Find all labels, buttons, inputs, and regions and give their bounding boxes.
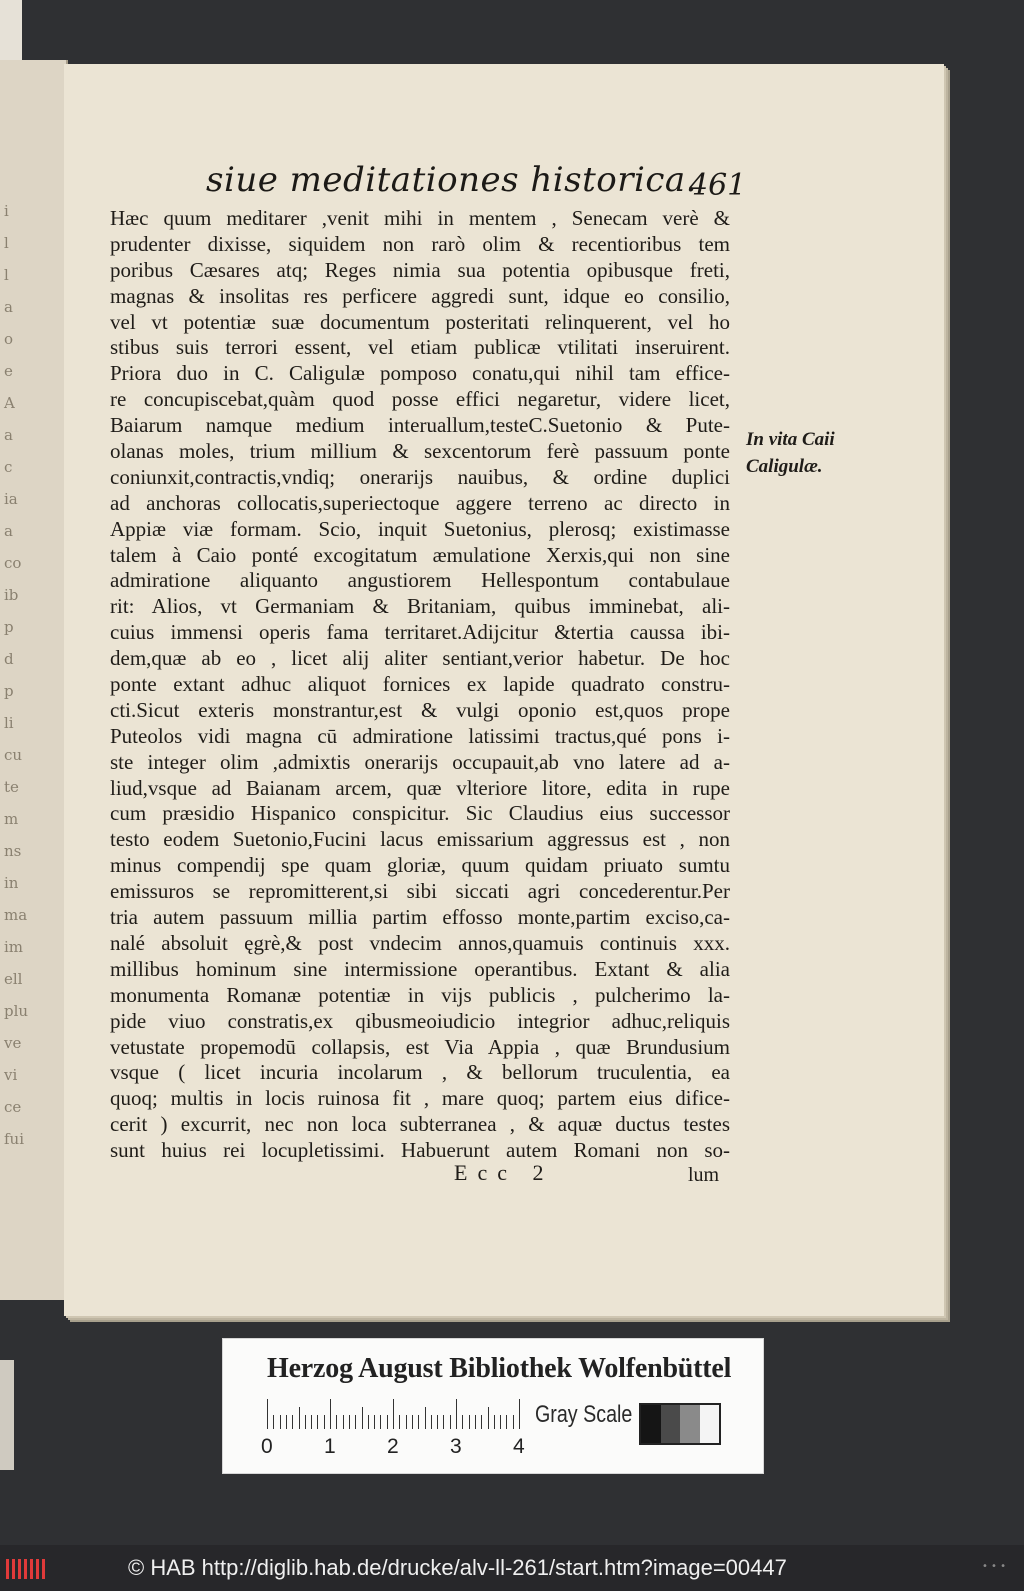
text-line: cerit ) excurrit, nec non loca subterranea , & aquæ ductus testes (110, 1112, 730, 1137)
left-page-fragment: a (4, 298, 13, 316)
left-page-fragment: ns (4, 842, 22, 860)
ruler-number: 2 (387, 1435, 399, 1458)
left-page-fragment: ia (4, 490, 18, 508)
text-line: minus compendij spe quam gloriæ, quum quidam priuato sumtu (110, 853, 730, 878)
left-page-fragment: m (4, 810, 19, 828)
ruler-tick (368, 1415, 369, 1429)
ruler-tick (406, 1415, 407, 1429)
more-icon: • • • (981, 1561, 1006, 1572)
ruler-tick (469, 1415, 470, 1429)
text-line: tria autem passuum millia partim effosso monte,partim exciso,ca- (110, 905, 730, 930)
text-line: prudenter dixisse, siquidem non rarò olim & recentioribus tem (110, 231, 730, 256)
text-line: millibus hominum sine intermissione operantibus. Extant & alia (110, 956, 730, 981)
ruler-tick (317, 1415, 318, 1429)
ruler-tick (513, 1415, 514, 1429)
ruler-tick (456, 1399, 457, 1429)
text-line: stibus suis terrori essent, vel etiam publicæ vtilitati inseruirent. (110, 335, 730, 360)
left-page-corner (0, 0, 22, 60)
text-line: poribus Cæsares atq; Reges nimia sua potentia opibusque freti, (110, 257, 730, 282)
text-line: olanas moles, trium millium & sexcentorum ferè passuum ponte (110, 439, 730, 464)
hab-logo-icon (6, 1557, 46, 1581)
left-page-fragment: ib (4, 586, 19, 604)
ruler-number: 1 (324, 1435, 336, 1458)
copyright-url: © HAB http://diglib.hab.de/drucke/alv-ll-261/start.htm?image=00447 (128, 1555, 787, 1580)
left-page-fragment: A (4, 394, 15, 412)
text-line: emissuros se repromitterent,si sibi siccati agri concederentur.Per (110, 879, 730, 904)
ruler-tick (506, 1415, 507, 1429)
text-line: sunt huius rei locupletissimi. Habuerunt autem Romani non so- (110, 1138, 730, 1163)
page-number: 461 (689, 168, 747, 203)
ruler-tick (273, 1415, 274, 1429)
left-page-fragment: vi (4, 1066, 18, 1084)
left-page-fragment: in (4, 874, 19, 892)
margin-note-line: Caligulæ. (746, 456, 823, 477)
text-line: magnas & insolitas res perficere aggredi sunt, idque eo consilio, (110, 283, 730, 308)
gray-patch (700, 1405, 720, 1443)
ruler-tick (488, 1407, 489, 1429)
ruler-tick (343, 1415, 344, 1429)
ruler-tick (387, 1415, 388, 1429)
text-line: dem,quæ ab eo , licet alij aliter sentiant,verior habetur. De hoc (110, 646, 730, 671)
left-page-fragment: ma (4, 906, 28, 924)
ruler-tick (362, 1407, 363, 1429)
left-page-fragment: l (4, 266, 9, 284)
gray-scale-label: Gray Scale (535, 1401, 633, 1428)
text-line: Baiarum namque medium interuallum,testeC.Suetonio & Pute- (110, 413, 730, 438)
left-page-fragment: p (4, 682, 14, 700)
ruler-tick (380, 1415, 381, 1429)
text-line: ad anchoras collocatis,superiectoque aggere terreno ac directo in (110, 490, 730, 515)
ruler-tick (481, 1415, 482, 1429)
margin-note-line: In vita Caii (746, 429, 835, 450)
text-line: vel vt potentiæ suæ documentum posteritati relinquerent, vel ho (110, 309, 730, 334)
running-head: siue meditationes historica. (206, 160, 697, 200)
left-page-fragment: i (4, 202, 9, 220)
ruler-number: 4 (513, 1435, 525, 1458)
left-page-edge (0, 60, 68, 1300)
text-line: cti.Sicut exteris monstrantur,est & vulgi oponio est,quos prope (110, 697, 730, 722)
ruler-tick (267, 1399, 268, 1429)
ruler-tick (286, 1415, 287, 1429)
left-page-fragment: d (4, 650, 14, 668)
ruler-tick (299, 1407, 300, 1429)
left-page-fragment: p (4, 618, 14, 636)
ruler-tick (349, 1415, 350, 1429)
text-line: quoq; multis in locis ruinosa fit , mare quoq; partem eius difice- (110, 1086, 730, 1111)
text-line: cuius immensi operis fama territaret.Adijcitur &tertia caussa ibi- (110, 620, 730, 645)
text-line: cum præsidio Hispanico conspicitur. Sic Claudius eius successor (110, 801, 730, 826)
text-line: ste integer olim ,admixtis onerarijs occupauit,ab vno latere ad a- (110, 749, 730, 774)
ruler-tick (330, 1399, 331, 1429)
ruler-tick (311, 1415, 312, 1429)
gray-patch (641, 1405, 661, 1443)
text-line: admiratione aliquanto angustiorem Hellespontum contabulaue (110, 568, 730, 593)
left-page-fragment: im (4, 938, 24, 956)
ruler-tick (462, 1415, 463, 1429)
ruler-tick (324, 1415, 325, 1429)
ruler-tick (374, 1415, 375, 1429)
left-page-fragment: a (4, 522, 13, 540)
ruler-tick (443, 1415, 444, 1429)
ruler-tick (494, 1415, 495, 1429)
left-page-fragment: c (4, 458, 13, 476)
ruler-tick (431, 1415, 432, 1429)
text-line: Hæc quum meditarer ,venit mihi in mentem , Senecam verè & (110, 206, 730, 230)
signature-mark: Ecc 2 (454, 1160, 554, 1185)
ruler-tick (393, 1399, 394, 1429)
library-name: Herzog August Bibliothek Wolfenbüttel (267, 1353, 732, 1384)
text-line: Priora duo in C. Caligulæ pomposo conatu,qui nihil tam effice- (110, 361, 730, 386)
color-calibration-card (222, 1338, 764, 1474)
left-page-fragment: o (4, 330, 14, 348)
text-line: talem à Caio ponté excogitatum æmulatione Xerxis,qui non sine (110, 542, 730, 567)
left-page-strip (0, 1360, 14, 1470)
ruler-number: 0 (261, 1435, 273, 1458)
ruler-tick (292, 1415, 293, 1429)
text-line: vsque ( licet incuria incolarum , & bellorum truculentia, ea (110, 1060, 730, 1085)
left-page-fragment: cu (4, 746, 23, 764)
ruler-tick (475, 1415, 476, 1429)
gray-patch (680, 1405, 700, 1443)
left-page-fragment: co (4, 554, 22, 572)
ruler-tick (500, 1415, 501, 1429)
text-line: pide viuo constratis,ex qibusmeoiudicio integrior adhuc,reliquis (110, 1008, 730, 1033)
ruler-tick (305, 1415, 306, 1429)
body-text (110, 206, 730, 1164)
left-page-fragment: te (4, 778, 19, 796)
ruler-tick (519, 1399, 520, 1429)
left-page-fragment: e (4, 362, 13, 380)
text-line: coniunxit,contractis,vndiq; onerarijs nauibus, & ordine duplici (110, 464, 730, 489)
gray-patch (661, 1405, 681, 1443)
left-page-fragment: a (4, 426, 13, 444)
text-line: Appiæ viæ formam. Scio, inquit Suetonius, plerosq; existimasse (110, 516, 730, 541)
ruler-tick (450, 1415, 451, 1429)
left-page-fragment: ell (4, 970, 23, 988)
text-line: re concupiscebat,quàm quod posse effici negaretur, videre licet, (110, 387, 730, 412)
catchword: lum (688, 1164, 720, 1186)
ruler-tick (280, 1415, 281, 1429)
text-line: rit: Alios, vt Germaniam & Britaniam, quibus imminebat, ali- (110, 594, 730, 619)
footer-bar (0, 1545, 1024, 1591)
left-page-fragment: ce (4, 1098, 22, 1116)
text-line: liud,vsque ad Baianam arcem, quæ vlteriore litore, edita in rupe (110, 775, 730, 800)
left-page-fragment: li (4, 714, 14, 732)
book-page (64, 64, 944, 1316)
gray-scale-chart (639, 1403, 721, 1445)
text-line: testo eodem Suetonio,Fucini lacus emissarium aggressus est , non (110, 827, 730, 852)
left-page-fragment: plu (4, 1002, 29, 1020)
text-line: monumenta Romanæ potentiæ in vijs publicis , pulcherimo la- (110, 982, 730, 1007)
left-page-fragment: ve (4, 1034, 22, 1052)
text-line: Puteolos vidi magna cū admiratione latissimi tractus,qué pons i- (110, 723, 730, 748)
ruler-number: 3 (450, 1435, 462, 1458)
ruler-tick (412, 1415, 413, 1429)
text-line: ponte extant adhuc aliquot fornices ex lapide quadrato constru- (110, 672, 730, 697)
left-page-fragment: fui (4, 1130, 25, 1148)
ruler-tick (418, 1415, 419, 1429)
ruler-tick (336, 1415, 337, 1429)
text-line: vetustate propemodū collapsis, est Via Appia , quæ Brundusium (110, 1034, 730, 1059)
margin-note (746, 426, 856, 480)
ruler-tick (399, 1415, 400, 1429)
ruler-tick (437, 1415, 438, 1429)
text-line: nalé absoluit ęgrè,& post vndecim annos,quamuis continuis xxx. (110, 930, 730, 955)
left-page-fragment: l (4, 234, 9, 252)
ruler-tick (355, 1415, 356, 1429)
ruler-tick (425, 1407, 426, 1429)
